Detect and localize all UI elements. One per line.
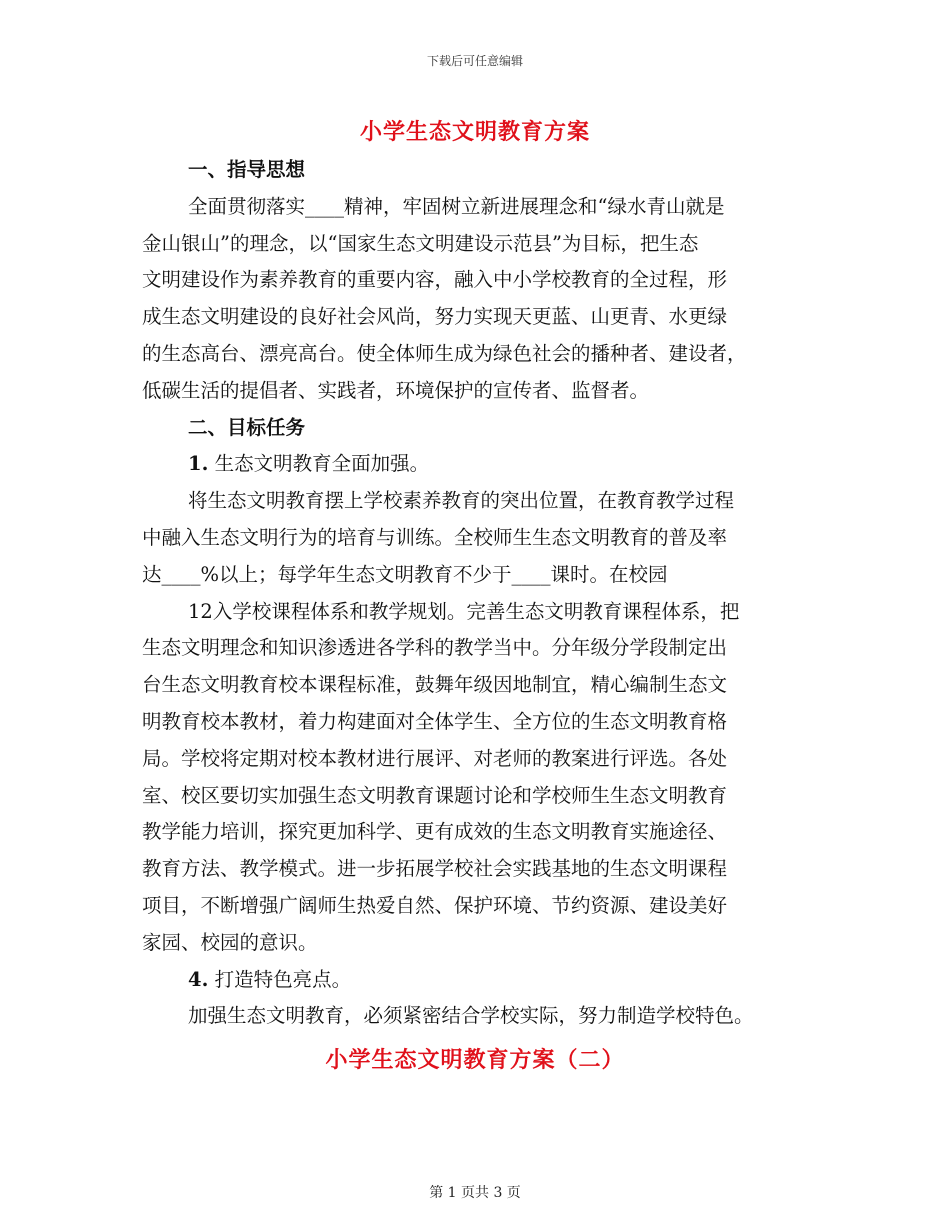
paragraph-line: 教育方法、教学模式。进一步拓展学校社会实践基地的生态文明课程 — [142, 857, 728, 881]
paragraph-line: 台生态文明教育校本课程标准，鼓舞年级因地制宜，精心编制生态文 — [142, 673, 728, 697]
list-item-text: 生态文明教育全面加强。 — [214, 452, 430, 476]
document-title-part-two: 小学生态文明教育方案（二） — [325, 1047, 625, 1073]
paragraph-line: 成生态文明建设的良好社会风尚，努力实现天更蓝、山更青、水更绿 — [142, 305, 728, 329]
paragraph-line: 金山银山”的理念，以“国家生态文明建设示范县”为目标，把生态 — [142, 231, 699, 255]
paragraph-line: 生态文明理念和知识渗透进各学科的教学当中。分年级分学段制定出 — [142, 636, 728, 660]
paragraph-line: 低碳生活的提倡者、实践者，环境保护的宣传者、监督者。 — [142, 378, 650, 402]
paragraph-line: 将生态文明教育摆上学校素养教育的突出位置，在教育教学过程 — [188, 489, 735, 513]
paragraph-line: 文明建设作为素养教育的重要内容，融入中小学校教育的全过程，形 — [142, 268, 728, 292]
list-item-1 — [142, 446, 802, 483]
list-item-number: 1. — [188, 452, 209, 476]
page-header: 下载后可任意编辑 — [426, 54, 523, 68]
list-item-number: 4. — [188, 967, 209, 991]
paragraph-line: 明教育校本教材，着力构建面对全体学生、全方位的生态文明教育格 — [142, 709, 728, 733]
paragraph-line: 加强生态文明教育，必须紧密结合学校实际，努力制造学校特色。 — [188, 1004, 754, 1028]
paragraph-line: 家园、校园的意识。 — [142, 930, 318, 954]
document-body — [142, 152, 802, 1035]
list-item-4 — [142, 962, 802, 999]
paragraph-line: 12入学校课程体系和教学规划。完善生态文明教育课程体系，把 — [188, 599, 740, 623]
page-footer: 第 1 页共 3 页 — [429, 1185, 521, 1201]
paragraph-line: 全面贯彻落实____精神，牢固树立新进展理念和“绿水青山就是 — [188, 194, 725, 218]
paragraph-line: 项目，不断增强广阔师生热爱自然、保护环境、节约资源、建设美好 — [142, 893, 728, 917]
paragraph-line: 室、校区要切实加强生态文明教育课题讨论和学校师生生态文明教育 — [142, 783, 728, 807]
section-heading-goals: 二、目标任务 — [188, 415, 306, 439]
document-title: 小学生态文明教育方案 — [359, 119, 590, 145]
paragraph-line: 教学能力培训，探究更加科学、更有成效的生态文明教育实施途径、 — [142, 820, 728, 844]
paragraph-line: 中融入生态文明行为的培育与训练。全校师生生态文明教育的普及率 — [142, 525, 728, 549]
list-item-text: 打造特色亮点。 — [214, 967, 352, 991]
paragraph-line: 达____%以上；每学年生态文明教育不少于____课时。在校园 — [142, 562, 668, 586]
paragraph-line: 的生态高台、漂亮高台。使全体师生成为绿色社会的播种者、建设者， — [142, 341, 747, 365]
section-heading-guiding-thought: 一、指导思想 — [188, 158, 306, 181]
paragraph-line: 局。学校将定期对校本教材进行展评、对老师的教案进行评选。各处 — [142, 746, 728, 770]
